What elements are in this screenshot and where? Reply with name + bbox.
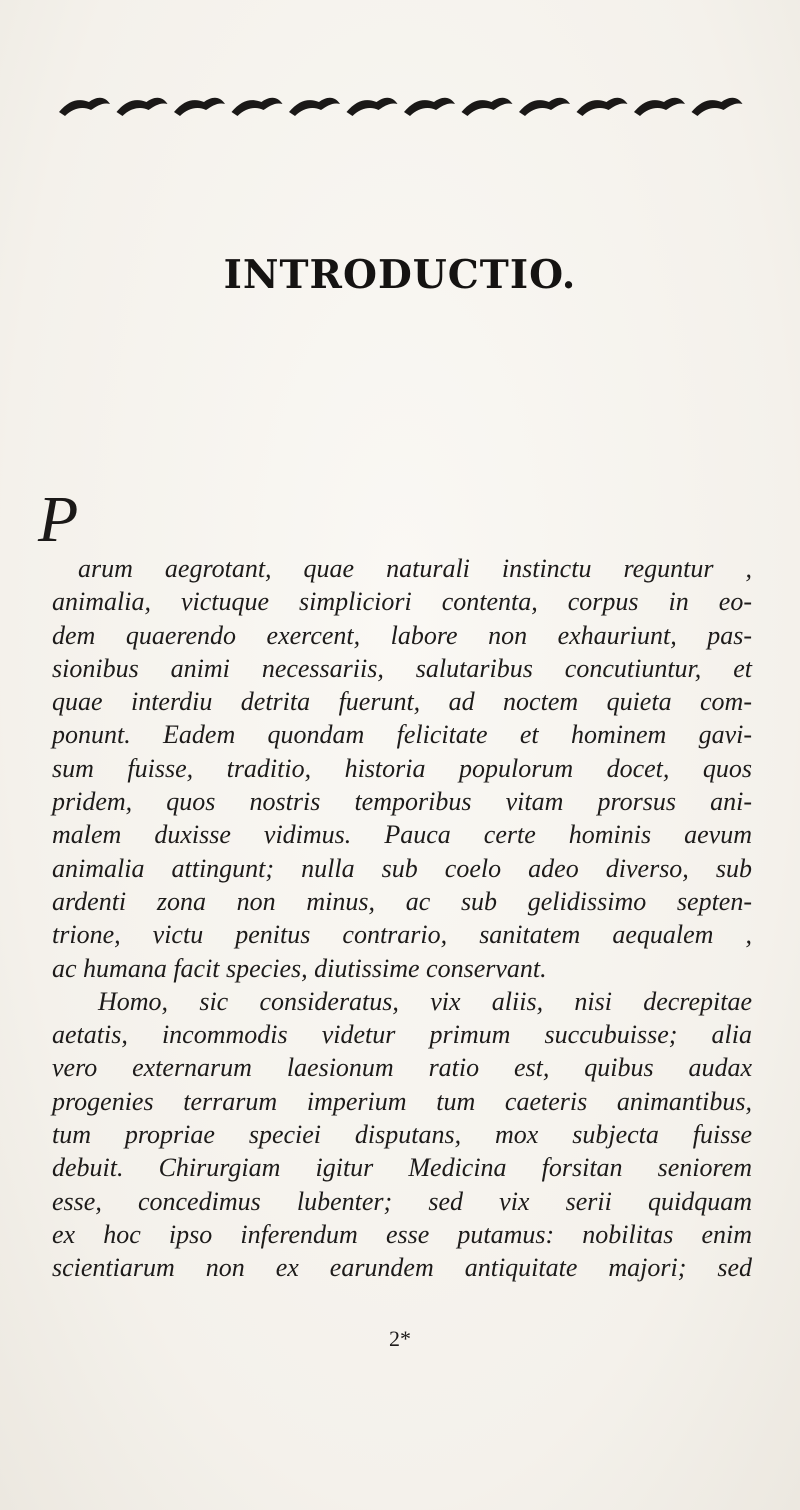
- text-line: aetatis, incommodis videtur primum succubuisse; alia: [52, 1020, 752, 1050]
- text-line: sum fuisse, traditio, historia populorum docet, quos: [52, 753, 752, 783]
- text-line: ac humana facit species, diutissime conservant.: [52, 953, 547, 983]
- ornament-scroll-icon: [347, 98, 398, 116]
- drop-cap: P: [38, 483, 79, 556]
- text-line: ex hoc ipso inferendum esse putamus: nobilitas enim: [52, 1219, 752, 1249]
- text-line: arum aegrotant, quae naturali instinctu reguntur ,: [78, 554, 752, 583]
- text-line: esse, concedimus lubenter; sed vix serii quidquam: [52, 1186, 752, 1216]
- text-line: malem duxisse vidimus. Pauca certe hominis aevum: [52, 820, 752, 850]
- text-line: scientiarum non ex earundem antiquitate majori; sed: [52, 1253, 752, 1283]
- text-line: quae interdiu detrita fuerunt, ad noctem quieta com-: [52, 687, 752, 717]
- text-line: tum propriae speciei disputans, mox subjecta fuisse: [52, 1120, 752, 1150]
- text-line: animalia attingunt; nulla sub coelo adeo diverso, sub: [52, 853, 752, 883]
- text-line: ardenti zona non minus, ac sub gelidissimo septen-: [52, 886, 752, 916]
- text-line: trione, victu penitus contrario, sanitatem aequalem ,: [52, 920, 752, 950]
- text-line: Homo, sic consideratus, vix aliis, nisi decrepitae: [98, 986, 752, 1016]
- text-line: vero externarum laesionum ratio est, quibus audax: [52, 1053, 752, 1083]
- ornament-scroll-icon: [577, 98, 628, 116]
- ornament-scroll-icon: [59, 98, 110, 116]
- page-title: INTRODUCTIO.: [223, 252, 577, 298]
- ornament-scroll-icon: [692, 98, 743, 116]
- text-line: progenies terrarum imperium tum caeteris animantibus,: [52, 1086, 752, 1116]
- text-line: dem quaerendo exercent, labore non exhauriunt, pas-: [52, 620, 752, 650]
- ornament-scroll-icon: [519, 98, 570, 116]
- ornament-scroll-icon: [117, 98, 168, 116]
- ornament-scroll-icon: [634, 98, 685, 116]
- text-line: pridem, quos nostris temporibus vitam prorsus ani-: [52, 787, 752, 817]
- signature-mark: 2*: [389, 1326, 411, 1351]
- body-text: [52, 552, 752, 1285]
- ornament-scroll-icon: [404, 98, 455, 116]
- ornament-scroll-icon: [289, 98, 340, 116]
- text-line: sionibus animi necessariis, salutaribus concutiuntur, et: [52, 653, 752, 683]
- ornament-border-icon: [55, 92, 745, 120]
- ornament-scroll-icon: [232, 98, 283, 116]
- text-line: animalia, victuque simpliciori contenta, corpus in eo-: [52, 587, 752, 617]
- text-line: debuit. Chirurgiam igitur Medicina forsitan seniorem: [52, 1153, 752, 1183]
- text-line: ponunt. Eadem quondam felicitate et hominem gavi-: [52, 720, 752, 750]
- ornament-scroll-icon: [174, 98, 225, 116]
- ornament-scroll-icon: [462, 98, 513, 116]
